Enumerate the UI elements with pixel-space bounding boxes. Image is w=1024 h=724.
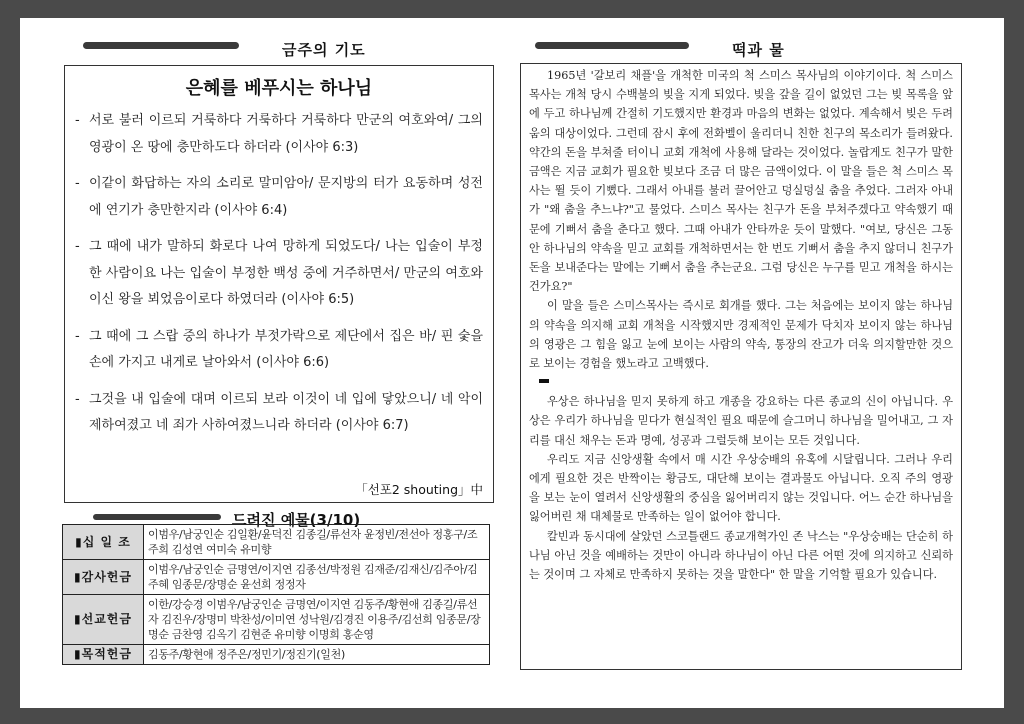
story-paragraph: 우리도 지금 신앙생활 속에서 매 시간 우상숭배의 유혹에 시달립니다. 그러나 우리에게 필요한 것은 반짝이는 황금도, 대단해 보이는 결과물도 아닙니다. 오직 주의 영광을 보는 눈이 열려서 신앙생활의 중심을 잃어버리지 않는 것입니다. 어느 순간 하나님을 잃어버린 채 대체물로 만족하는 일이 없어야 합니다. [529, 452, 953, 524]
offering-names: 김동주/황현애 정주은/정민기/정진기(일천) [144, 645, 490, 665]
story-paragraph: 우상은 하나님을 믿지 못하게 하고 개종을 강요하는 다른 종교의 신이 아닙니다. 우상은 우리가 하나님을 믿다가 현실적인 필요 때문에 슬그머니 하나님을 밀어내고, 그 자리를 대신 채우는 돈과 명예, 성공과 그럴듯해 보이는 모든 것입니다. [529, 395, 953, 447]
verse-item: - 그것을 내 입술에 대며 이르되 보라 이것이 네 입에 닿았으니/ 네 악이 제하여졌고 네 죄가 사하여졌느니라 하더라 (이사야 6:7) [75, 391, 483, 433]
verse-item: - 그 때에 그 스랍 중의 하나가 부젓가락으로 제단에서 집은 바/ 핀 숯을 손에 가지고 내게로 날아와서 (이사야 6:6) [75, 328, 483, 370]
story-paragraph: 칼빈과 동시대에 살았던 스코틀랜드 종교개혁가인 존 낙스는 "우상숭배는 단순히 하나님 아닌 것을 예배하는 것만이 아니라 하나님이 아닌 다른 어떤 것에 의지하고 신뢰하는 것이며 그 자체로 만족하지 못하는 것을 말한다" 한 말을 기억할 필요가 있습니다. [529, 529, 953, 582]
prayer-source: 「선포2 shouting」中 [355, 482, 483, 497]
prayer-heading: 은혜를 베푸시는 하나님 [185, 78, 373, 99]
table-row [63, 645, 490, 665]
offerings-title: 드려진 예물(3/10) [232, 511, 361, 529]
offering-category: ▮십 일 조 [63, 525, 144, 560]
offering-category: ▮선교헌금 [63, 595, 144, 645]
offerings-header-bar [93, 514, 221, 520]
prayer-box [64, 65, 494, 503]
table-row [63, 525, 490, 560]
story-paragraph: 이 말을 들은 스미스목사는 즉시로 회개를 했다. 그는 처음에는 보이지 않는 하나님의 약속을 의지해 교회 개척을 시작했지만 경제적인 문제가 닥치자 보이지 않는 하나님의 영광은 그 힘을 잃고 눈에 보이는 사람의 약속, 통장의 잔고가 더욱 의지할만한 것으로 보이는 경험을 했노라고 고백했다. [529, 299, 953, 371]
story-section-title: 떡과 물 [732, 41, 785, 59]
table-row [63, 560, 490, 595]
offering-names: 이범우/남궁인순 김일환/윤덕진 김종길/류선자 윤정빈/전선아 정홍구/조주희 김성연 여미숙 유미향 [144, 525, 490, 560]
left-header-bar [83, 42, 239, 49]
offering-names: 이한/강승경 이범우/남궁인순 금명연/이지연 김동주/황현애 김종길/류선자 김진우/장명미 박찬성/이미연 성낙원/김경진 이용주/김선희 임종문/장명순 금찬영 김옥기 김현준 유미향 이명희 홍순영 [144, 595, 490, 645]
offering-category: ▮감사헌금 [63, 560, 144, 595]
verse-item: - 그 때에 내가 말하되 화로다 나여 망하게 되었도다/ 나는 입술이 부정한 사람이요 나는 입술이 부정한 백성 중에 거주하면서/ 만군의 여호와이신 왕을 뵈었음이로다 하였더라 (이사야 6:5) [75, 239, 483, 307]
bulletin-page [20, 18, 1004, 708]
verse-item: - 이같이 화답하는 자의 소리로 말미암아/ 문지방의 터가 요동하며 성전에 연기가 충만한지라 (이사야 6:4) [75, 176, 483, 218]
offering-names: 이범우/남궁인순 금명연/이지연 김종선/박정원 김재준/김재신/김주아/김주혜 임종문/장명순 윤선희 정정자 [144, 560, 490, 595]
offering-category: ▮목적헌금 [63, 645, 144, 665]
offerings-table [62, 524, 490, 665]
prayer-section-title: 금주의 기도 [282, 41, 366, 59]
section-mark [539, 379, 549, 383]
right-header-bar [535, 42, 689, 49]
story-paragraph: 1965년 '갈보리 채플'을 개척한 미국의 척 스미스 목사님의 이야기이다. 척 스미스 목사는 개척 당시 수백불의 빚을 지게 되었다. 빚을 갚을 길이 없었던 그는 빚 목록을 앞에 두고 하나님께 간절히 기도했지만 환경과 마음의 변화는 없었다. 계속해서 빚은 두려움의 대상이었다. 그런데 잠시 후에 전화벨이 울리더니 친한 친구의 목소리가 들려왔다. 약간의 돈을 부쳐줄 터이니 교회 개척에 사용해 달라는 것이었다. 놀랍게도 친구가 말한 금액은 지금 교회가 필요한 빚보다 조금 더 많은 금액이었다. 이 말을 들은 척 스미스 목사는 뛸 듯이 기뻤다. 그래서 아내를 불러 끌어안고 덩실덩실 춤을 추었다. 그러자 아내가 "왜 춤을 추느냐?"고 물었다. 스미스 목사는 친구가 돈을 부쳐주겠다고 약속했기 때문에 기뻐서 춤을 춘다고 했다. 그때 아내가 안타까운 듯이 말했다. "여보, 당신은 그동안 하나님의 약속을 믿고 교회를 개척하면서는 한 번도 기뻐서 춤을 추지 않더니 친구가 돈을 보내준다는 말에는 기뻐서 춤을 추는군요. 그럼 당신은 누구를 믿고 개척을 하시는 건가요?" [529, 69, 953, 294]
story-box [520, 63, 962, 670]
verse-item: - 서로 불러 이르되 거룩하다 거룩하다 거룩하다 만군의 여호와여/ 그의 영광이 온 땅에 충만하도다 하더라 (이사야 6:3) [75, 113, 483, 155]
table-row [63, 595, 490, 645]
